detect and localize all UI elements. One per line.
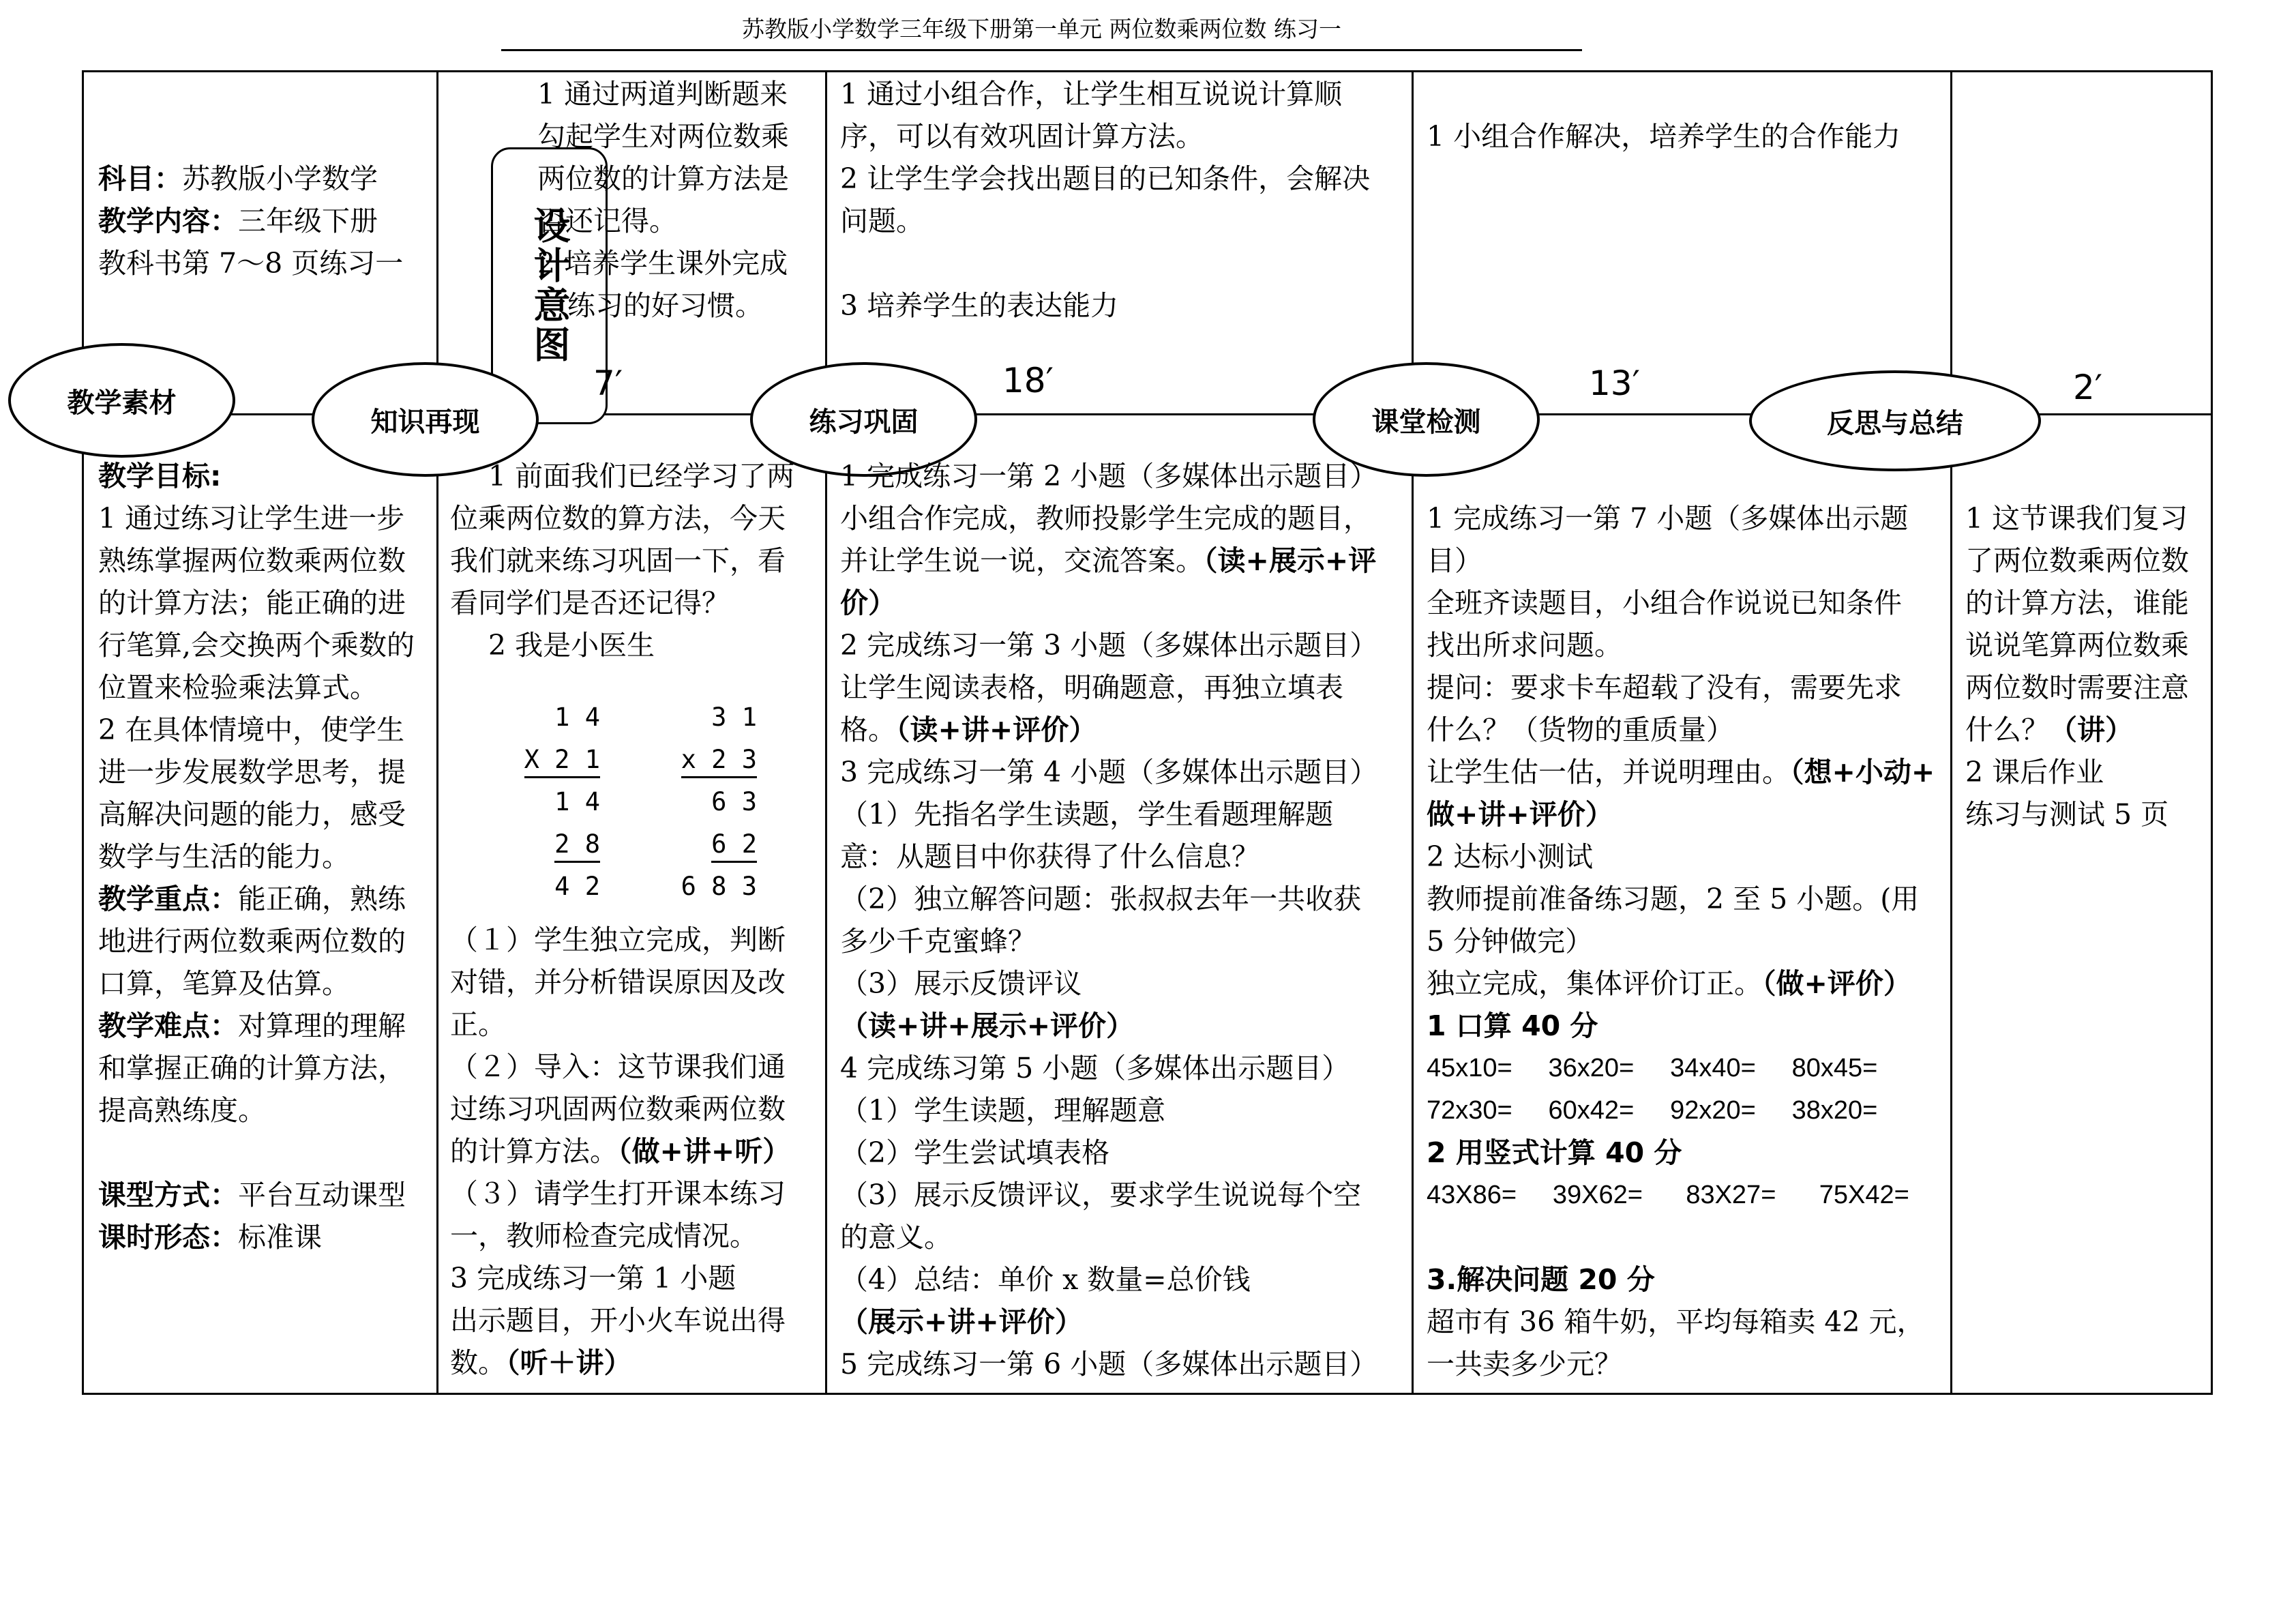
stage-oval-materials: 教学素材 — [8, 343, 235, 458]
check-calculation-1: 1 4 X 2 1 1 4 2 8 4 2 — [524, 703, 600, 901]
recall-cell: 1 前面我们已经学习了两 位乘两位数的算方法，今天 我们就来练习巩固一下，看 看同学们是否还记得？ 2 我是小医生 — [450, 460, 795, 662]
practice-intent-cell: 1 通过小组合作，让学生相互说说计算顺 序，可以有效巩固计算方法。 2 让学生学会找出题目的已知条件，会解决 问题。 3 培养学生的表达能力 — [840, 78, 1371, 322]
materials-cell: 教学目标: 1 通过练习让学生进一步 熟练掌握两位数乘两位数 的计算方法；能正确的进 行笔算,会交换两个乘数的 位置来检验乘法算式。 2 在具体情境中，使学生 进一步发展数学思考，提 高解决问题的能力，感受 数学与生活的能力。 教学重点：能正确，熟练 地进行两位数乘两位数的 口算，笔算及估算。 教学难点：对算理的理解 和掌握正确的计算方法， 提高熟练度。 课型方式：平台互动课型 课时形态：标准课 — [98, 460, 415, 1254]
stage-time-recall: 7′ — [593, 364, 623, 403]
stage-time-practice: 18′ — [1002, 361, 1054, 400]
subject-cell: 科目：苏教版小学数学 教学内容：三年级下册 教科书第 7～8 页练习一 — [98, 162, 404, 280]
stage-oval-recall: 知识再现 — [312, 362, 539, 477]
stage-oval-practice: 练习巩固 — [750, 362, 977, 477]
summary-cell: 1 这节课我们复习 了两位数乘两位数 的计算方法，谁能 说说笔算两位数乘 两位数时需要注意 什么？（讲） 2 课后作业 练习与测试 5 页 — [1965, 502, 2189, 831]
table-bottom-border — [82, 1393, 2213, 1395]
table-right-border — [2211, 70, 2213, 1395]
test-intent-cell: 1 小组合作解决，培养学生的合作能力 — [1427, 120, 1901, 153]
recall-steps: （１）学生独立完成，判断 对错，并分析错误原因及改 正。 （２）导入：这节课我们通 过练习巩固两位数乘两位数 的计算方法。（做+讲+听） （３）请学生打开课本练习 一，教师检查完成情况。 3 完成练习一第 1 小题 出示题目，开小火车说出得 数。（听＋讲） — [450, 924, 791, 1379]
stage-time-summary: 2′ — [2073, 368, 2103, 407]
column-divider — [1950, 70, 1952, 1395]
table-top-border — [82, 70, 2213, 72]
practice-cell: 1 完成练习一第 2 小题（多媒体出示题目） 小组合作完成，教师投影学生完成的题目， 并让学生说一说，交流答案。（读+展示+评 价） 2 完成练习一第 3 小题（多媒体出示题目） 让学生阅读表格，明确题意，再独立填表 格。（读+讲+评价） 3 完成练习一第 4 小题（多媒体出示题目） （1）先指名学生读题，学生看题理解题 意：从题目中你获得了什么信息？ （2）独立解答问题：张叔叔去年一共收获 多少千克蜜蜂？ （3）展示反馈评议 （读+讲+展示+评价） 4 完成练习第 5 小题（多媒体出示题目） （1）学生读题，理解题意 （2）学生尝试填表格 （3）展示反馈评议，要求学生说说每个空 的意义。 （4）总结：单价 x 数量=总价钱 （展示+讲+评价） 5 完成练习一第 6 小题（多媒体出示题目） — [840, 460, 1378, 1381]
check-calculation-2: 3 1 x 2 3 6 3 6 2 6 8 3 — [681, 703, 757, 901]
design-intent-box: 设计意图 — [491, 147, 608, 424]
stage-oval-test: 课堂检测 — [1313, 362, 1540, 477]
column-divider — [436, 70, 438, 1395]
test-cell: 1 完成练习一第 7 小题（多媒体出示题 目） 全班齐读题目，小组合作说说已知条件 找出所求问题。 提问：要求卡车超载了没有，需要先求 什么？（货物的重质量） 让学生估一估，并说明理由。（想+小动+ 做+讲+评价） 2 达标小测试 教师提前准备练习题，2 至 5 小题。(用 5 分钟做完） 独立完成，集体评价订正。（做+评价） 1 口算 40 分 45x10= 36x20= 34x40= 80x45= 72x30= 60x42= 92x20= 38x20= 2 用竖式计算 40 分 43X86= 39X62= 83X27= 75X42= 3.解决问题 20 分 超市有 36 箱牛奶，平均每箱卖 42 元， 一共卖多少元？ — [1427, 502, 1935, 1381]
lesson-plan-table — [67, 70, 2213, 1395]
column-divider — [1412, 70, 1414, 1395]
stage-oval-summary: 反思与总结 — [1749, 370, 2041, 471]
document-title: 苏教版小学数学三年级下册第一单元 两位数乘两位数 练习一 — [501, 12, 1582, 51]
stage-time-test: 13′ — [1589, 364, 1640, 403]
column-divider — [825, 70, 827, 1395]
recall-intent-cell: 1 通过两道判断题来 勾起学生对两位数乘 两位数的计算方法是 否还记得。 2 培养学生课外完成 练习的好习惯。 — [537, 78, 789, 322]
table-left-border — [82, 70, 84, 1395]
